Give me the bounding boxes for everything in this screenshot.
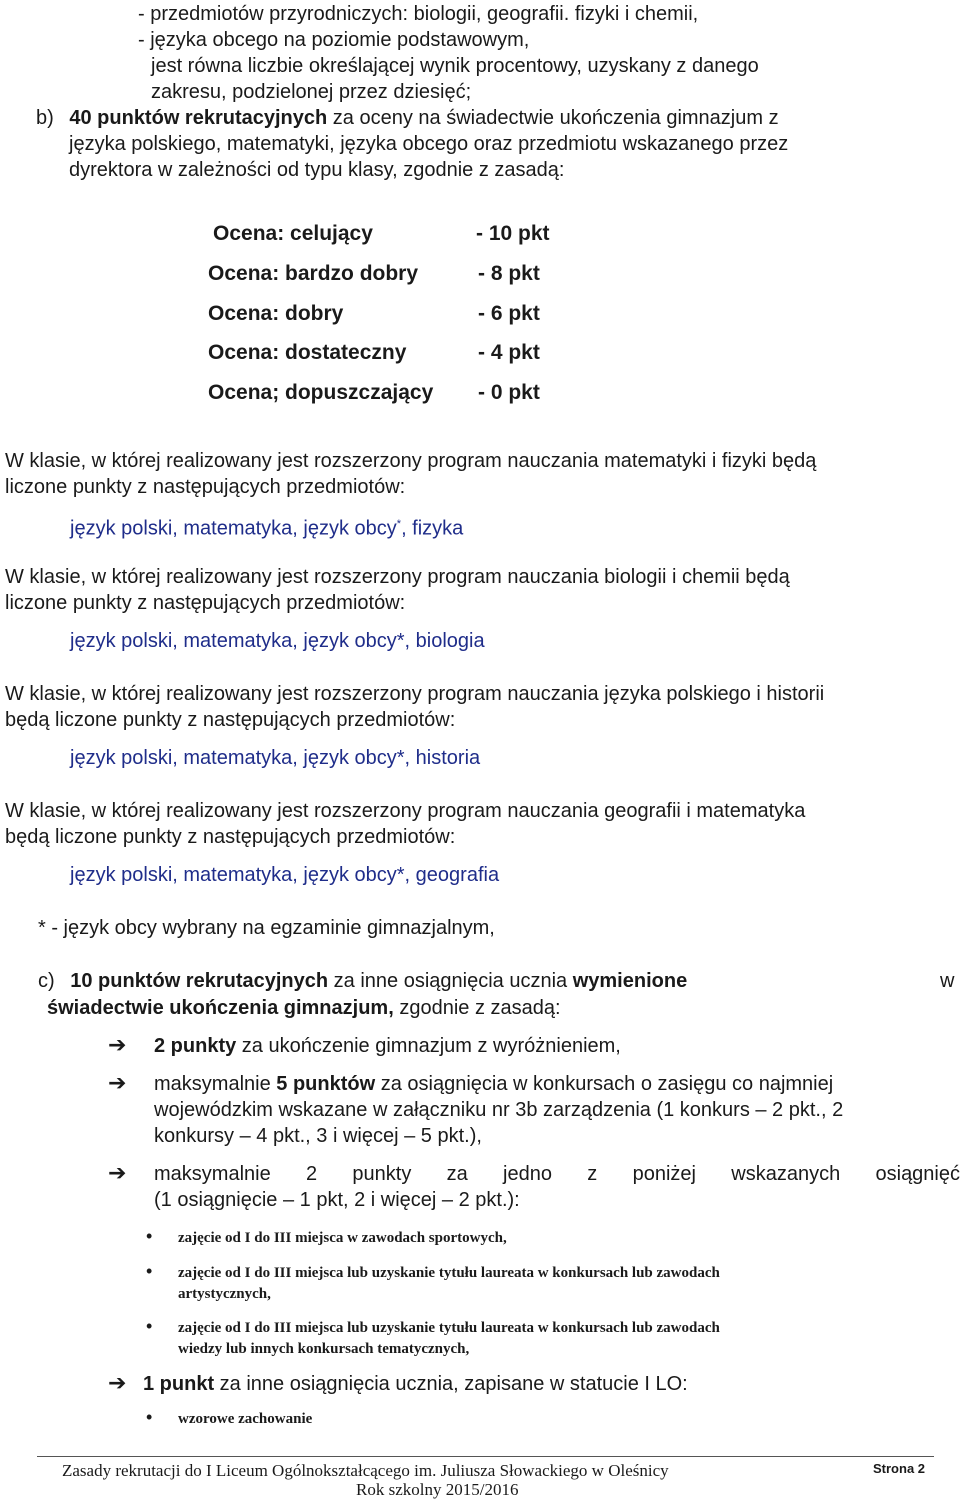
- section-c-rest: zgodnie z zasadą:: [393, 997, 561, 1019]
- grade-points: - 0 pkt: [478, 381, 540, 404]
- footer-line-1: Zasady rekrutacji do I Liceum Ogólnokształcącego im. Juliusza Słowackiego w Oleśnicy: [62, 1461, 669, 1480]
- arrow-item-1-rest: za ukończenie gimnazjum z wyróżnieniem,: [236, 1035, 621, 1057]
- bullet-item-3-line-1: zajęcie od I do III miejsca lub uzyskanie tytułu laureata w konkursach lub zawodach: [178, 1320, 720, 1336]
- bullet-item-2-line-2: artystycznych,: [178, 1286, 271, 1302]
- grade-name: Ocena: celujący: [213, 222, 373, 245]
- intro-line-2: - języka obcego na poziomie podstawowym,: [138, 29, 530, 51]
- grade-points: - 10 pkt: [476, 222, 550, 245]
- arrow-item-3-line-1: maksymalnie 2 punkty za jedno z poniżej wskazanych osiągnięć: [154, 1163, 960, 1185]
- arrow-item-2-line-2: wojewódzkim wskazane w załączniku nr 3b zarządzenia (1 konkurs – 2 pkt., 2: [154, 1099, 844, 1121]
- footnote-star: *: [396, 518, 402, 530]
- section-c-bold-1: 10 punktów rekrutacyjnych: [70, 970, 329, 992]
- section-c-line-1: [38, 969, 687, 993]
- arrow-item-4-rest: za inne osiągnięcia ucznia, zapisane w statucie I LO:: [214, 1373, 688, 1395]
- bullet-icon: •: [146, 1261, 153, 1281]
- subjects-end: , fizyka: [401, 517, 464, 540]
- grade-name: Ocena; dopuszczający: [208, 381, 434, 404]
- class-2-line-2: liczone punkty z następujących przedmiotów:: [5, 592, 406, 614]
- section-c-mid: za inne osiągnięcia ucznia: [328, 970, 573, 992]
- class-4-subjects: język polski, matematyka, język obcy*, geografia: [70, 864, 500, 886]
- section-b-marker: b): [36, 107, 54, 129]
- bullet-icon: •: [146, 1407, 153, 1427]
- page-number: Strona 2: [873, 1461, 926, 1476]
- subjects-text: język polski, matematyka, język obcy: [70, 517, 397, 540]
- class-1-line-1: W klasie, w której realizowany jest rozszerzony program nauczania matematyki i fizyki będą: [5, 450, 817, 472]
- arrow-right-icon: ➔: [108, 1160, 127, 1185]
- class-1-line-2: liczone punkty z następujących przedmiotów:: [5, 476, 406, 498]
- grade-name: Ocena: dobry: [208, 302, 344, 325]
- class-4-line-1: W klasie, w której realizowany jest rozszerzony program nauczania geografii i matematyka: [5, 800, 806, 822]
- arrow-item-2-line-1: [154, 1072, 833, 1096]
- footer-divider: [37, 1456, 934, 1457]
- section-c-w: w: [940, 970, 955, 992]
- class-2-subjects: język polski, matematyka, język obcy*, biologia: [70, 630, 485, 652]
- section-c-marker: c): [38, 970, 55, 992]
- arrow-item-4-bold: 1 punkt: [143, 1373, 215, 1395]
- bullet-item-1: zajęcie od I do III miejsca w zawodach sportowych,: [178, 1230, 507, 1246]
- section-c-bold-2: wymienione: [572, 970, 688, 992]
- bullet-item-4: wzorowe zachowanie: [178, 1411, 313, 1427]
- class-4-line-2: będą liczone punkty z następujących przedmiotów:: [5, 826, 456, 848]
- arrow-item-2-pre: maksymalnie: [154, 1073, 277, 1095]
- grade-name: Ocena: bardzo dobry: [208, 262, 419, 285]
- section-b-line-1: [36, 106, 779, 130]
- intro-line-3: jest równa liczbie określającej wynik procentowy, uzyskany z danego: [151, 55, 759, 77]
- bullet-icon: •: [146, 1316, 153, 1336]
- arrow-item-1: [154, 1034, 621, 1058]
- section-b-bold: 40 punktów rekrutacyjnych: [69, 107, 328, 129]
- grade-points: - 8 pkt: [478, 262, 540, 285]
- grade-name: Ocena: dostateczny: [208, 341, 407, 364]
- class-1-subjects: [70, 512, 463, 541]
- arrow-right-icon: ➔: [108, 1370, 127, 1395]
- intro-line-4: zakresu, podzielonej przez dziesięć;: [151, 81, 472, 103]
- footer-line-2: Rok szkolny 2015/2016: [356, 1480, 519, 1499]
- arrow-right-icon: ➔: [108, 1032, 127, 1057]
- section-b-rest: za oceny na świadectwie ukończenia gimnazjum z: [332, 107, 779, 129]
- section-b-line-3: dyrektora w zależności od typu klasy, zgodnie z zasadą:: [69, 159, 565, 181]
- arrow-right-icon: ➔: [108, 1070, 127, 1095]
- arrow-item-4: [143, 1372, 688, 1396]
- class-3-subjects: język polski, matematyka, język obcy*, historia: [70, 747, 481, 769]
- grade-points: - 6 pkt: [478, 302, 540, 325]
- grade-points: - 4 pkt: [478, 341, 540, 364]
- intro-line-1: - przedmiotów przyrodniczych: biologii, geografii. fizyki i chemii,: [138, 3, 699, 25]
- class-3-line-2: będą liczone punkty z następujących przedmiotów:: [5, 709, 456, 731]
- section-b-line-2: języka polskiego, matematyki, języka obcego oraz przedmiotu wskazanego przez: [69, 133, 789, 155]
- bullet-icon: •: [146, 1226, 153, 1246]
- arrow-item-3-line-2: (1 osiągnięcie – 1 pkt, 2 i więcej – 2 pkt.):: [154, 1189, 520, 1211]
- arrow-item-2-bold: 5 punktów: [276, 1073, 376, 1095]
- class-2-line-1: W klasie, w której realizowany jest rozszerzony program nauczania biologii i chemii będą: [5, 566, 790, 588]
- section-c-bold-3: świadectwie ukończenia gimnazjum,: [47, 997, 394, 1019]
- bullet-item-3-line-2: wiedzy lub innych konkursach tematycznych,: [178, 1341, 470, 1357]
- arrow-item-2-rest: za osiągnięcia w konkursach o zasięgu co najmniej: [375, 1073, 834, 1095]
- class-3-line-1: W klasie, w której realizowany jest rozszerzony program nauczania języka polskiego i historii: [5, 683, 825, 705]
- footnote: * - język obcy wybrany na egzaminie gimnazjalnym,: [38, 917, 495, 939]
- arrow-item-1-bold: 2 punkty: [154, 1035, 237, 1057]
- bullet-item-2-line-1: zajęcie od I do III miejsca lub uzyskanie tytułu laureata w konkursach lub zawodach: [178, 1265, 720, 1281]
- arrow-item-2-line-3: konkursy – 4 pkt., 3 i więcej – 5 pkt.),: [154, 1125, 482, 1147]
- section-c-line-2: [47, 996, 561, 1020]
